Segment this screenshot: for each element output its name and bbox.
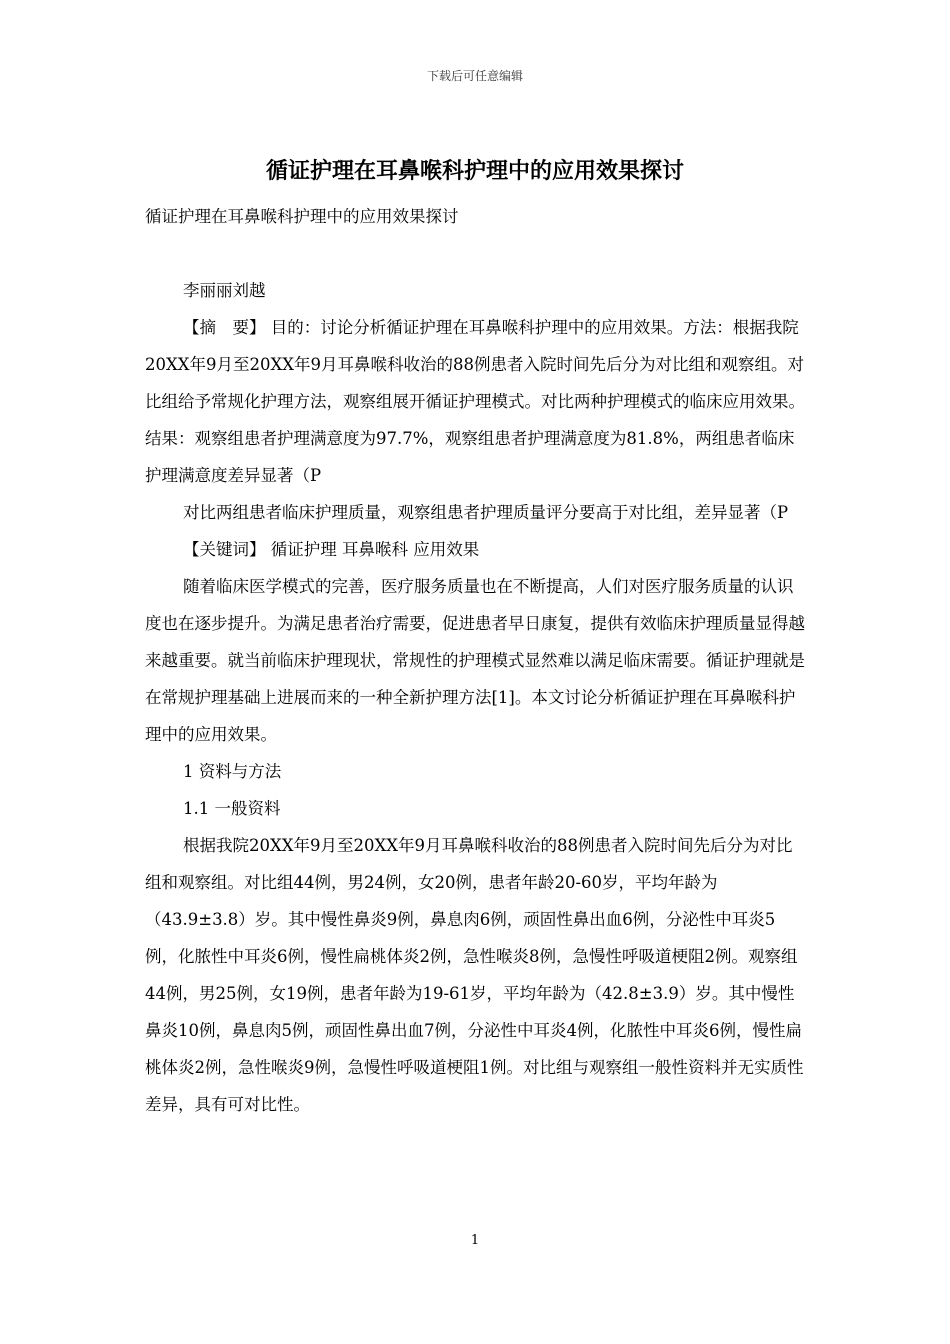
blank-line — [145, 235, 805, 272]
section-heading: 1 资料与方法 — [183, 762, 282, 781]
header-note: 下载后可任意编辑 — [426, 69, 523, 83]
intro-paragraph: 随着临床医学模式的完善，医疗服务质量也在不断提高，人们对医疗服务质量的认识度也在逐步提升。为满足患者治疗需要，促进患者早日康复，提供有效临床护理质量显得越来越重要。就当前临床护理现状，常规性的护理模式显然难以满足临床需要。循证护理就是在常规护理基础上进展而来的一种全新护理方法[1]。本文讨论分析循证护理在耳鼻喉科护理中的应用效果。 — [145, 577, 805, 744]
subsection-heading: 1.1 一般资料 — [183, 799, 281, 818]
page-number: 1 — [470, 1233, 480, 1248]
document-subtitle: 循证护理在耳鼻喉科护理中的应用效果探讨 — [145, 207, 459, 226]
general-info-paragraph: 根据我院20XX年9月至20XX年9月耳鼻喉科收治的88例患者入院时间先后分为对比组和观察组。对比组44例，男24例，女20例，患者年龄20-60岁，平均年龄为（43.9±3.8）岁。其中慢性鼻炎9例，鼻息肉6例，顽固性鼻出血6例，分泌性中耳炎5例，化脓性中耳炎6例，慢性扁桃体炎2例，急性喉炎8例，急慢性呼吸道梗阻2例。观察组44例，男25例，女19例，患者年龄为19-61岁，平均年龄为（42.8±3.9）岁。其中慢性鼻炎10例，鼻息肉5例，顽固性鼻出血7例，分泌性中耳炎4例，化脓性中耳炎6例，慢性扁桃体炎2例，急性喉炎9例，急慢性呼吸道梗阻1例。对比组与观察组一般性资料并无实质性差异，具有可对比性。 — [145, 836, 804, 1114]
document-title: 循证护理在耳鼻喉科护理中的应用效果探讨 — [265, 159, 684, 184]
document-body — [145, 198, 805, 1123]
abstract-paragraph: 【摘 要】 目的：讨论分析循证护理在耳鼻喉科护理中的应用效果。方法：根据我院20XX年9月至20XX年9月耳鼻喉科收治的88例患者入院时间先后分为对比组和观察组。对比组给予常规化护理方法，观察组展开循证护理模式。对比两种护理模式的临床应用效果。结果：观察组患者护理满意度为97.7%，观察组患者护理满意度为81.8%，两组患者临床护理满意度差异显著（P — [145, 318, 805, 485]
abstract-continuation: 对比两组患者临床护理质量，观察组患者护理质量评分要高于对比组，差异显著（P — [183, 503, 789, 522]
keywords: 【关键词】 循证护理 耳鼻喉科 应用效果 — [183, 540, 480, 559]
authors: 李丽丽刘越 — [183, 281, 266, 300]
